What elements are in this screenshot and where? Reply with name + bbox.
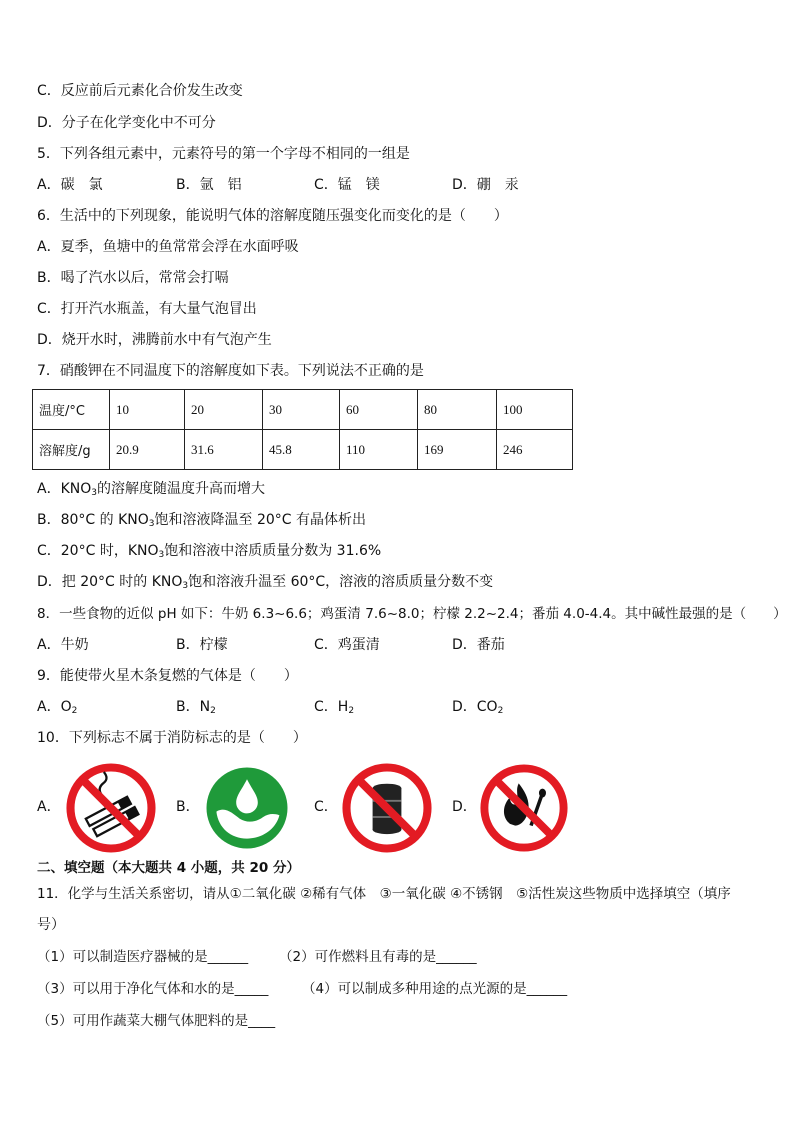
no-smoking-sign-icon — [66, 763, 156, 853]
question-6: 6．生活中的下列现象，能说明气体的溶解度随压强变化而变化的是（ ） — [37, 208, 508, 224]
table-cell: 169 — [418, 430, 497, 470]
q10-label-d: D． — [452, 799, 477, 815]
q7-option-b: B．80°C 的 $KNO_3$饱和溶液降温至 20°C 有晶体析出 — [37, 512, 367, 529]
q7-option-d: D．把 20°C 时的 $KNO_3$饱和溶液升温至 60°C，溶液的溶质质量分数不变 — [37, 574, 494, 591]
table-cell: 45.8 — [263, 430, 340, 470]
q5-option-c: C．锰 镁 — [314, 177, 380, 193]
q8-option-d: D．番茄 — [452, 637, 505, 653]
table-cell: 31.6 — [185, 430, 263, 470]
table-cell: 30 — [263, 390, 340, 430]
table-cell: 20.9 — [110, 430, 185, 470]
q8-option-a: A．牛奶 — [37, 637, 89, 653]
water-saving-sign-icon — [202, 763, 292, 853]
question-11: 11．化学与生活关系密切，请从①二氧化碳 ②稀有气体 ③一氧化碳 ④不锈钢 ⑤活性炭这些物质中选择填空（填序 — [37, 886, 731, 902]
table-cell: 20 — [185, 390, 263, 430]
q9-option-a: A．$O_2$ — [37, 699, 78, 716]
q5-option-b: B．氩 铝 — [176, 177, 242, 193]
question-8: 8．一些食物的近似 pH 如下：牛奶 6.3~6.6；鸡蛋清 7.6~8.0；柠檬 2.2~2.4；番茄 4.0-4.4。其中碱性最强的是（ ） — [37, 606, 787, 622]
question-11-cont: 号） — [37, 917, 65, 933]
question-10: 10．下列标志不属于消防标志的是（ ） — [37, 730, 307, 746]
solubility-table — [32, 389, 573, 470]
table-cell: 246 — [497, 430, 573, 470]
question-7: 7．硝酸钾在不同温度下的溶解度如下表。下列说法不正确的是 — [37, 363, 424, 379]
q6-option-c: C．打开汽水瓶盖，有大量气泡冒出 — [37, 301, 257, 317]
fill-blank-4: （4）可以制成多种用途的点光源的是______ — [302, 981, 568, 997]
q10-label-a: A． — [37, 799, 61, 815]
table-row — [33, 430, 573, 470]
q8-option-c: C．鸡蛋清 — [314, 637, 380, 653]
q9-option-c: C．$H_2$ — [314, 699, 355, 716]
q6-option-a: A．夏季，鱼塘中的鱼常常会浮在水面呼吸 — [37, 239, 299, 255]
fill-blank-5: （5）可用作蔬菜大棚气体肥料的是____ — [37, 1013, 276, 1029]
option-d-line: D．分子在化学变化中不可分 — [37, 115, 216, 131]
q7-option-a: A．$KNO_3$的溶解度随温度升高而增大 — [37, 481, 265, 498]
q7-option-c: C．20°C 时，$KNO_3$饱和溶液中溶质质量分数为 31.6% — [37, 543, 382, 560]
fill-blank-3: （3）可以用于净化气体和水的是_____ — [37, 981, 269, 997]
q5-option-d: D．硼 汞 — [452, 177, 519, 193]
fill-blank-1: （1）可以制造医疗器械的是______ — [37, 949, 249, 965]
section-heading: 二、填空题（本大题共 4 小题，共 20 分） — [37, 860, 300, 876]
question-5: 5．下列各组元素中，元素符号的第一个字母不相同的一组是 — [37, 146, 410, 162]
q8-option-b: B．柠檬 — [176, 637, 228, 653]
table-cell: 10 — [110, 390, 185, 430]
q5-option-a: A．碳 氯 — [37, 177, 103, 193]
q6-option-d: D．烧开水时，沸腾前水中有气泡产生 — [37, 332, 272, 348]
option-c-line: C．反应前后元素化合价发生改变 — [37, 83, 243, 99]
table-cell: 溶解度/g — [33, 430, 110, 470]
table-cell: 110 — [340, 430, 418, 470]
q9-option-d: D．$CO_2$ — [452, 699, 504, 716]
table-cell: 80 — [418, 390, 497, 430]
no-flammable-storage-sign-icon — [342, 763, 432, 853]
q10-label-b: B． — [176, 799, 200, 815]
table-cell: 温度/°C — [33, 390, 110, 430]
fill-blank-2: （2）可作燃料且有毒的是______ — [279, 949, 477, 965]
no-open-flame-sign-icon — [480, 764, 568, 852]
table-cell: 100 — [497, 390, 573, 430]
question-9: 9．能使带火星木条复燃的气体是（ ） — [37, 668, 298, 684]
q9-option-b: B．$N_2$ — [176, 699, 216, 716]
q6-option-b: B．喝了汽水以后，常常会打嗝 — [37, 270, 229, 286]
table-cell: 60 — [340, 390, 418, 430]
q10-label-c: C． — [314, 799, 338, 815]
table-row — [33, 390, 573, 430]
